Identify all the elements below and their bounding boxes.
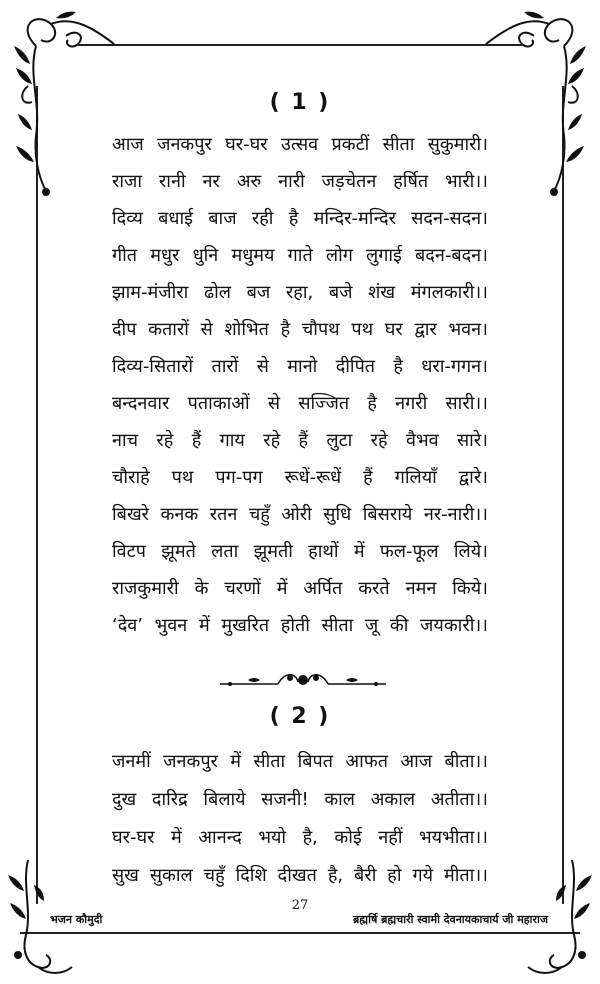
hymn-1-line: विटप झूमते लता झूमती हाथों में फल-फूल लिये। <box>112 541 488 562</box>
page-number: 27 <box>291 898 309 913</box>
hymn-1-line: राजा रानी नर अरु नारी जड़चेतन हर्षित भारी।। <box>112 171 488 192</box>
frame-left-border <box>36 86 38 904</box>
frame-bottom-border <box>20 932 580 934</box>
hymn-2-line: दुख दारिद्र बिलाये सजनी! काल अकाल अतीता।। <box>112 789 488 810</box>
frame-top-border <box>78 44 522 46</box>
hymn-2-line: सुख सुकाल चहुँ दिशि दीखत है, बैरी हो गये मीता।। <box>112 865 488 886</box>
hymn-1-line: नाच रहे हैं गाय रहे हैं लुटा रहे वैभव सारे। <box>112 430 488 451</box>
hymn-2-heading: ( 2 ) <box>269 704 331 729</box>
hymn-1-heading: ( 1 ) <box>269 90 331 115</box>
hymn-1-line: गीत मधुर धुनि मधुमय गाते लोग लुगाई बदन-बदन। <box>112 245 488 266</box>
hymn-1-line: ‘देव’ भुवन में मुखरित होती सीता जू की जयकारी।। <box>112 615 488 636</box>
hymn-1-line: आज जनकपुर घर-घर उत्सव प्रकटीं सीता सुकुमारी। <box>112 134 488 155</box>
author-name: ब्रह्मर्षि ब्रह्मचारी स्वामी देवनायकाचार्य जी महाराज <box>353 913 548 926</box>
book-title: भजन कौमुदी <box>50 913 103 926</box>
frame-right-border <box>562 86 564 904</box>
hymn-2-line: घर-घर में आनन्द भयो है, कोई नहीं भयभीता।। <box>112 827 488 848</box>
hymn-1-line: दीप कतारों से शोभित है चौपथ पथ घर द्वार भवन। <box>112 319 488 340</box>
section-divider-ornament <box>218 668 388 692</box>
hymn-1-line: बिखरे कनक रतन चहुँ ओरी सुधि बिसराये नर-नारी।। <box>112 504 488 525</box>
hymn-1-line: दिव्य बधाई बाज रही है मन्दिर-मन्दिर सदन-सदन। <box>112 208 488 229</box>
hymn-1-line: चौराहे पथ पग-पग रूधें-रूधें हैं गलियाँ द्वारे। <box>112 467 488 488</box>
hymn-1-line: दिव्य-सितारों तारों से मानो दीपित है धरा-गगन। <box>112 356 488 377</box>
hymn-1-line: बन्दनवार पताकाओं से सज्जित है नगरी सारी।। <box>112 393 488 414</box>
hymn-2-line: जनमीं जनकपुर में सीता बिपत आफत आज बीता।। <box>112 751 488 772</box>
hymn-1-line: झाम-मंजीरा ढोल बज रहा, बजे शंख मंगलकारी।। <box>112 282 488 303</box>
hymn-1-line: राजकुमारी के चरणों में अर्पित करते नमन किये। <box>112 578 488 599</box>
